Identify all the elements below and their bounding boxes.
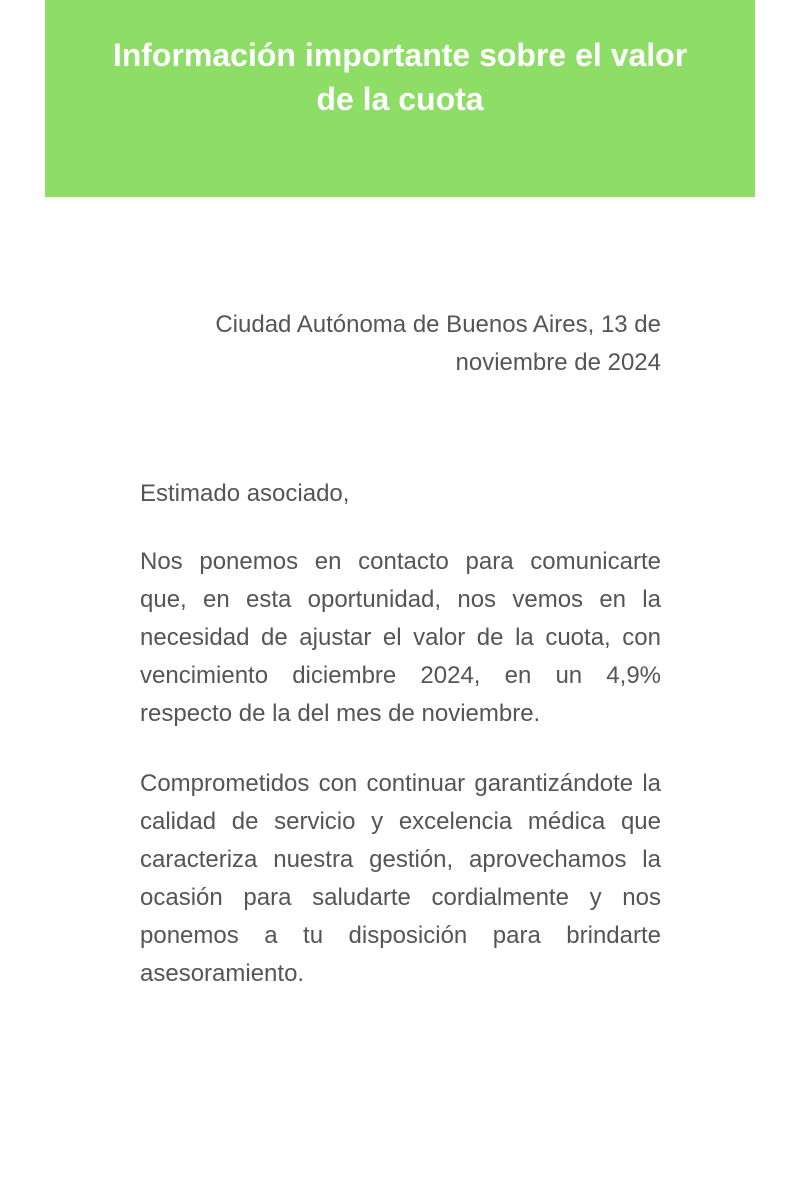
body-paragraph: Comprometidos con continuar garantizándote la calidad de servicio y excelencia médica que caracteriza nuestra gestión, aprovechamos la ocasión para saludarte cordialmente y nos ponemos a tu disposición para brindarte asesoramiento. [140, 770, 661, 987]
date-line: Ciudad Autónoma de Buenos Aires, 13 de noviembre de 2024 [215, 311, 661, 376]
greeting: Estimado asociado, [140, 480, 350, 507]
letter-body [140, 306, 661, 993]
body-paragraph: Nos ponemos en contacto para comunicarte que, en esta oportunidad, nos vemos en la necesidad de ajustar el valor de la cuota, con vencimiento diciembre 2024, en un 4,9% respecto de la del mes de noviembre. [140, 548, 661, 727]
header-title: Información importante sobre el valor de la cuota [112, 37, 688, 117]
header-banner [45, 0, 755, 197]
